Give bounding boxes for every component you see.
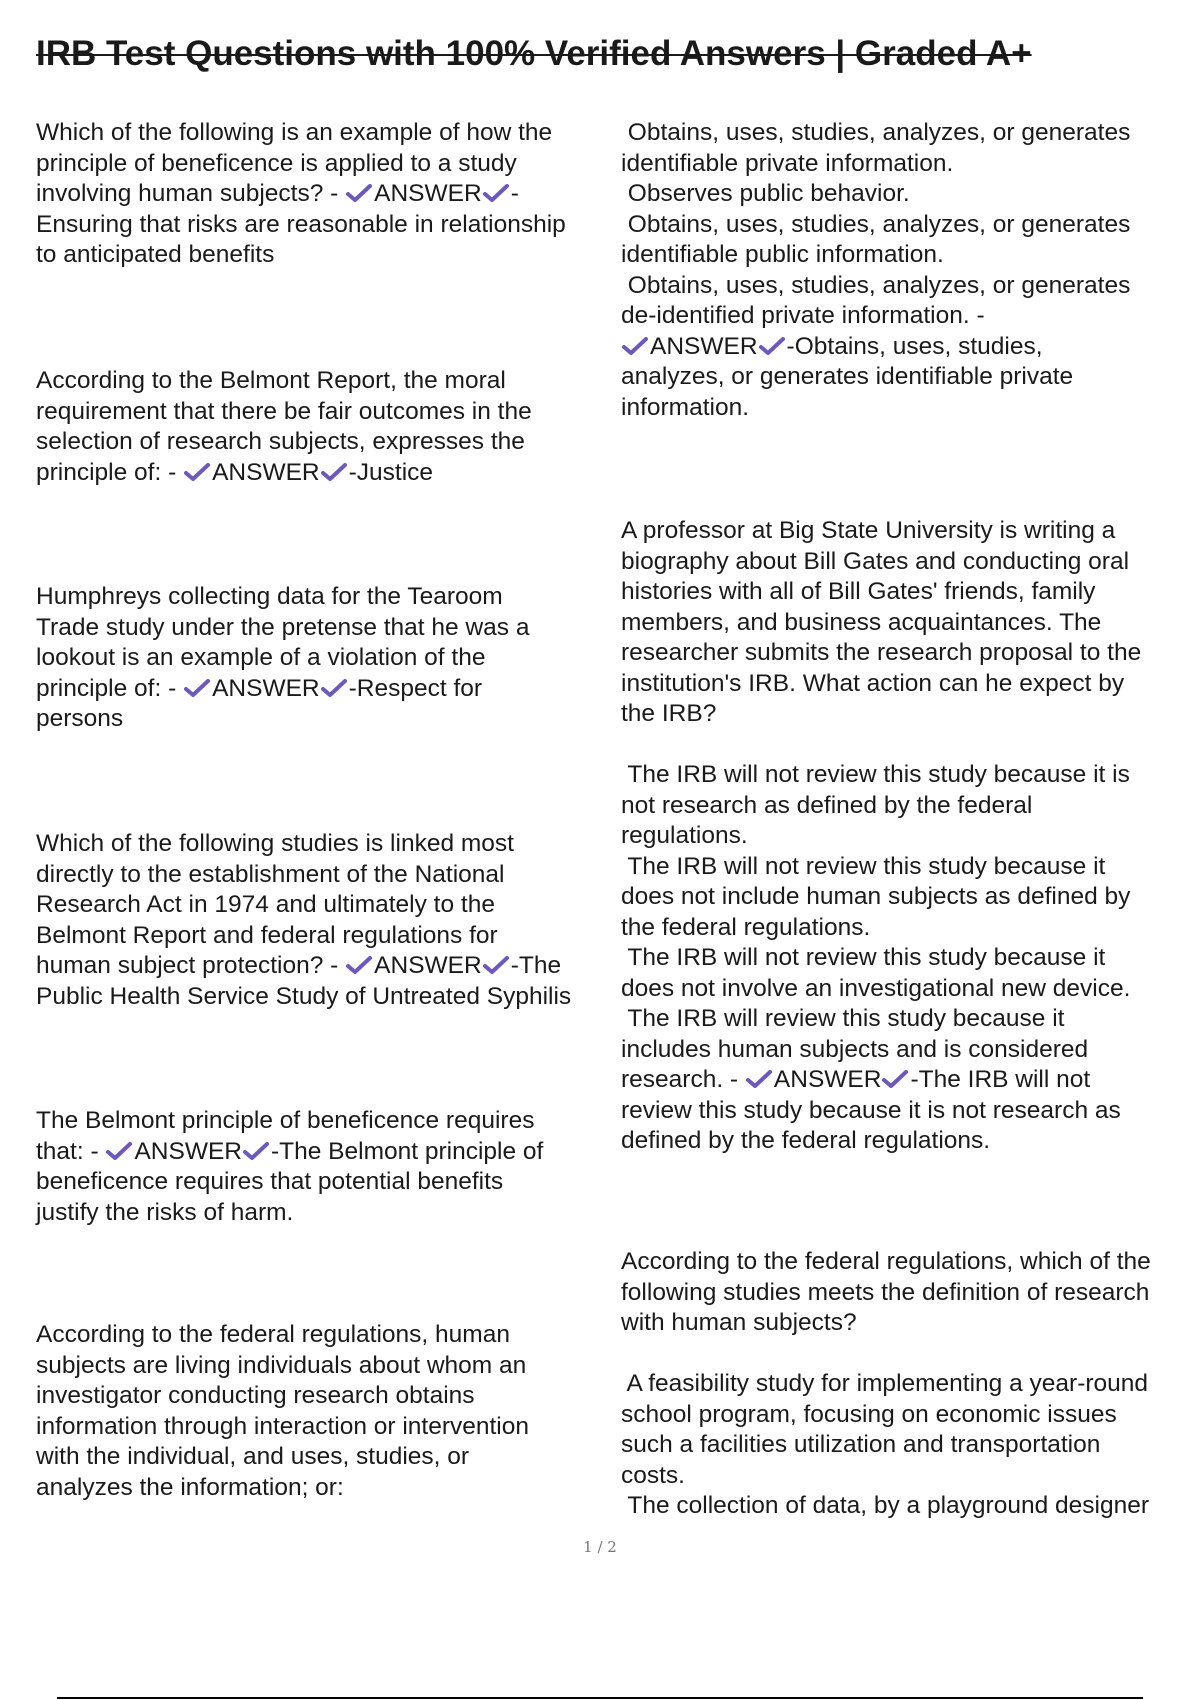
text-line: not research as defined by the federal	[621, 791, 1033, 819]
text-line: investigator conducting research obtains	[36, 1382, 475, 1409]
document-title: IRB Test Questions with 100% Verified Answers | Graded A+	[36, 34, 1032, 73]
text-line: directly to the establishment of the National	[36, 860, 505, 888]
page-number: 1 / 2	[583, 1538, 617, 1556]
text-line: with the individual, and uses, studies, or	[36, 1443, 470, 1470]
text-line: Observes public behavior.	[621, 180, 910, 207]
text-line: A professor at Big State University is writing a	[621, 517, 1116, 544]
question-1	[36, 118, 608, 271]
text-line: Public Health Service Study of Untreated Syphilis	[36, 982, 572, 1010]
text-line: The IRB will not review this study because it is	[621, 761, 1130, 788]
text-line: such a facilities utilization and transportation	[621, 1431, 1101, 1458]
text-line: the federal regulations.	[621, 913, 871, 941]
text-line: does not include human subjects as defined by	[621, 883, 1131, 910]
text-line: institution's IRB. What action can he expect by	[621, 669, 1125, 697]
text-line: beneficence requires that potential benefits	[36, 1168, 504, 1195]
text-line: principle of: - ANSWER -Respect for	[36, 674, 483, 702]
text-line: The IRB will not review this study because it	[621, 852, 1106, 880]
text-line: to anticipated benefits	[36, 241, 275, 268]
text-line: school program, focusing on economic issues	[621, 1400, 1117, 1428]
text-line: ANSWER -Obtains, uses, studies,	[621, 332, 1196, 363]
text-line: justify the risks of harm.	[36, 1198, 294, 1226]
text-line: involving human subjects? - ANSWER -	[36, 180, 519, 207]
text-line	[621, 730, 1196, 761]
text-line: de-identified private information. -	[621, 302, 985, 329]
text-line: principle of beneficence is applied to a study	[36, 149, 517, 177]
text-line: principle of: - ANSWER -Justice	[36, 458, 434, 486]
check-mark-icon	[622, 336, 649, 356]
text-line: The Belmont principle of beneficence requires	[36, 1107, 535, 1134]
check-mark-icon	[243, 1141, 270, 1161]
question-4	[36, 829, 608, 1012]
text-line: Research Act in 1974 and ultimately to the	[36, 891, 495, 918]
text-line: analyzes, or generates identifiable private	[621, 363, 1074, 390]
question-5	[36, 1106, 608, 1228]
text-line: the IRB?	[621, 700, 717, 727]
check-mark-icon	[483, 955, 510, 975]
text-line: Which of the following studies is linked most	[36, 830, 514, 857]
text-line: identifiable public information.	[621, 241, 944, 268]
question-2	[36, 366, 608, 488]
check-mark-icon	[321, 462, 348, 482]
answer-label: ANSWER	[212, 458, 320, 486]
answer-label: ANSWER	[134, 1137, 242, 1165]
text-line: A feasibility study for implementing a year-round	[621, 1370, 1149, 1397]
text-line: Ensuring that risks are reasonable in relationship	[36, 210, 566, 238]
check-mark-icon	[184, 462, 211, 482]
text-line: with human subjects?	[621, 1309, 857, 1336]
text-line: researcher submits the research proposal to the	[621, 639, 1142, 666]
text-line: Obtains, uses, studies, analyzes, or generates	[621, 271, 1131, 299]
bottom-rule	[57, 1697, 1143, 1699]
text-line: selection of research subjects, expresses the	[36, 428, 525, 455]
check-mark-icon	[346, 183, 373, 203]
answer-label: ANSWER	[374, 180, 482, 207]
text-line: Humphreys collecting data for the Tearoom	[36, 583, 503, 610]
answer-label: ANSWER	[374, 952, 482, 979]
text-line: analyzes the information; or:	[36, 1473, 344, 1501]
text-line: According to the federal regulations, which of the	[621, 1248, 1151, 1275]
text-line: Obtains, uses, studies, analyzes, or generates	[621, 210, 1131, 238]
text-line: regulations.	[621, 822, 748, 849]
text-line: The IRB will not review this study because it	[621, 944, 1106, 971]
text-line: biography about Bill Gates and conducting oral	[621, 547, 1130, 575]
check-mark-icon	[106, 1141, 133, 1161]
check-mark-icon	[321, 678, 348, 698]
text-line: following studies meets the definition of research	[621, 1278, 1150, 1306]
text-line: costs.	[621, 1461, 685, 1489]
text-line: histories with all of Bill Gates' friends, family	[621, 578, 1096, 605]
check-mark-icon	[184, 678, 211, 698]
text-line: includes human subjects and is considered	[621, 1035, 1089, 1063]
check-mark-icon	[746, 1069, 773, 1089]
text-line: defined by the federal regulations.	[621, 1127, 991, 1154]
text-line: members, and business acquaintances. The	[621, 608, 1102, 636]
question-6	[36, 1320, 608, 1503]
text-line: The collection of data, by a playground designer	[621, 1492, 1150, 1519]
text-line: According to the Belmont Report, the moral	[36, 367, 506, 394]
text-line: The IRB will review this study because it	[621, 1005, 1065, 1032]
check-mark-icon	[346, 955, 373, 975]
answer-label: ANSWER	[773, 1066, 882, 1093]
question-7	[621, 516, 1196, 1157]
answer-label: ANSWER	[212, 674, 320, 702]
text-line	[621, 1339, 1196, 1370]
question-3	[36, 582, 608, 735]
text-line: research. - ANSWER -The IRB will not	[621, 1066, 1091, 1093]
text-line: Belmont Report and federal regulations for	[36, 921, 498, 949]
text-line: human subject protection? - ANSWER -The	[36, 952, 562, 979]
text-line: review this study because it is not research as	[621, 1096, 1121, 1124]
text-line: lookout is an example of a violation of the	[36, 644, 486, 671]
check-mark-icon	[759, 336, 786, 356]
check-mark-icon	[483, 183, 510, 203]
question-8	[621, 1247, 1196, 1522]
text-line: that: - ANSWER -The Belmont principle of	[36, 1137, 544, 1165]
text-line: Trade study under the pretense that he was a	[36, 613, 530, 641]
text-line: information.	[621, 393, 750, 421]
text-line: identifiable private information.	[621, 149, 954, 177]
text-line: According to the federal regulations, human	[36, 1321, 510, 1348]
text-line: does not involve an investigational new device.	[621, 974, 1131, 1002]
answer-label: ANSWER	[650, 332, 758, 360]
text-line: subjects are living individuals about whom an	[36, 1351, 527, 1379]
text-line: requirement that there be fair outcomes in the	[36, 397, 532, 425]
check-mark-icon	[882, 1069, 909, 1089]
answer-options-block	[621, 118, 1196, 423]
text-line: Obtains, uses, studies, analyzes, or generates	[621, 119, 1131, 146]
text-line: Which of the following is an example of how the	[36, 119, 553, 146]
text-line: persons	[36, 705, 124, 732]
text-line: information through interaction or intervention	[36, 1412, 530, 1440]
